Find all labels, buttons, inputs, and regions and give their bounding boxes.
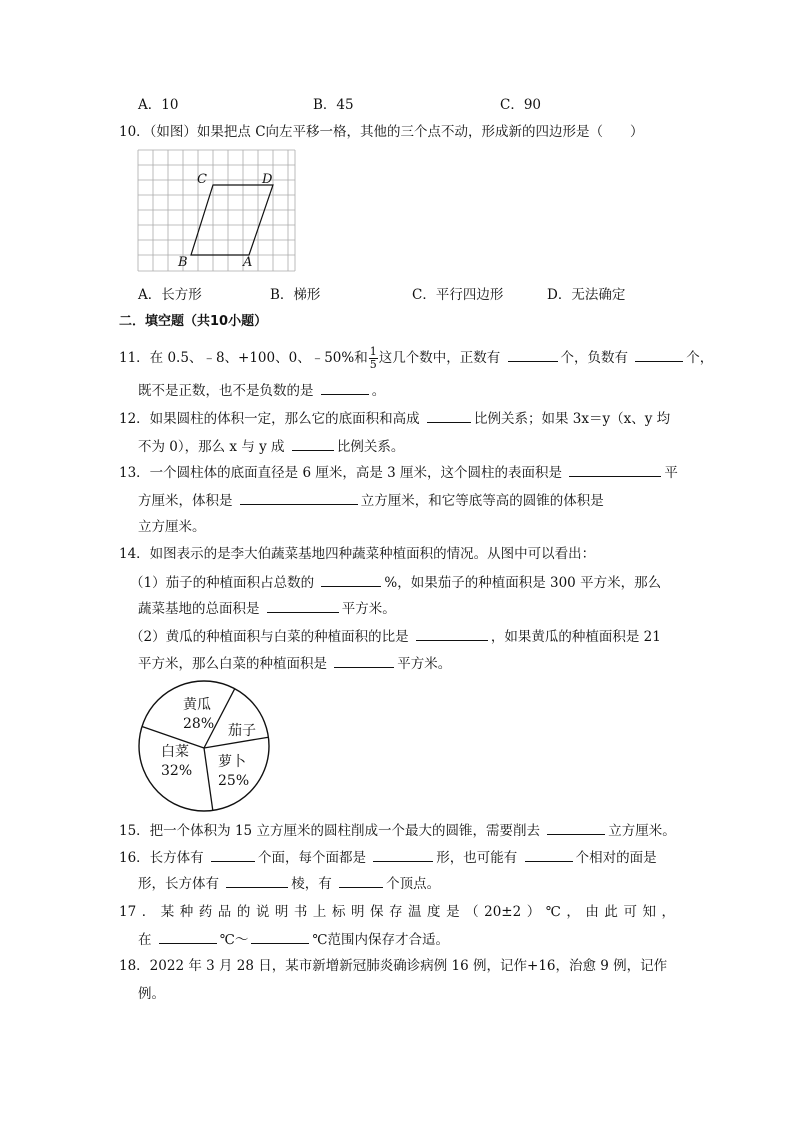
q13-line3: 立方厘米。 [138,519,206,535]
blank [547,820,605,835]
blank [334,653,394,668]
label-b: B [178,255,188,270]
blank [321,572,381,587]
blank [416,626,488,641]
q14-s2-line2: 平方米，那么白菜的种植面积是 平方米。 [138,653,451,674]
blank [211,847,255,862]
blank [525,847,573,862]
pie-chart [136,678,276,818]
q10-option-b: B．梯形 [270,287,321,303]
slice-pct-baicai: 32% [161,763,193,779]
blank [240,490,358,505]
grid-lines [138,150,295,271]
q16-line1: 16．长方体有 个面，每个面都是 形，也可能有 个相对的面是 [119,847,657,868]
section-title: 二．填空题（共10小题） [119,314,268,329]
blank [251,929,309,944]
slice-label-huanggua: 黄瓜 [183,697,211,713]
q10-grid-figure [137,149,299,275]
q18-line2: 例。 [138,986,165,1002]
q11-line1: 11．在 0.5、﹣8、+100、0、﹣50%和 $\frac{1}{5}$ 这几个数中，正数有 个，负数有 个， [119,345,714,371]
blank [427,408,471,423]
q14-s1-line2: 蔬菜基地的总面积是 平方米。 [138,598,396,619]
q18-line1: 18．2022 年 3 月 28 日，某市新增新冠肺炎确诊病例 16 例，记作+16，治愈 9 例，记作 [119,958,668,974]
blank [635,347,683,362]
q11-line2: 既不是正数，也不是负数的是 。 [138,380,385,401]
fraction: $\frac{1}{5}$ [369,345,377,371]
slice-label-baicai: 白菜 [161,744,189,760]
q10-option-d: D．无法确定 [547,287,626,303]
q16-line2: 形，长方体有 棱，有 个顶点。 [138,873,440,894]
slice-label-luobo: 萝卜 [218,754,246,770]
q13-line1: 13．一个圆柱体的底面直径是 6 厘米，高是 3 厘米，这个圆柱的表面积是 平 [119,462,678,483]
q17-line1: 17．某种药品的说明书上标明保存温度是（20±2）℃，由此可知， [119,904,675,920]
q10-stem: 10．（如图）如果把点 C向左平移一格，其他的三个点不动，形成新的四边形是（ ） [119,124,644,140]
q12-line2: 不为 0），那么 x 与 y 成 比例关系。 [138,436,404,457]
blank [373,847,433,862]
blank [159,929,217,944]
parallelogram [191,185,273,255]
blank [292,436,334,451]
q14-s1-line1: （1）茄子的种植面积占总数的 %，如果茄子的种植面积是 300 平方米，那么 [130,572,661,593]
q12-line1: 12．如果圆柱的体积一定，那么它的底面积和高成 比例关系；如果 3x＝y（x、y 均 [119,408,670,429]
q10-option-a: A．长方形 [138,287,202,303]
blank [508,347,558,362]
label-a: A [243,255,253,270]
q9-option-a: A．10 [138,97,179,113]
slice-pct-huanggua: 28% [183,716,215,732]
blank [226,873,288,888]
slice-label-qiezi: 茄子 [228,723,256,739]
q14-s2-line1: （2）黄瓜的种植面积与白菜的种植面积的比是 ，如果黄瓜的种植面积是 21 [130,626,661,647]
q17-line2: 在 ℃～ ℃范围内保存才合适。 [138,929,449,950]
blank [321,380,369,395]
label-d: D [262,172,273,187]
pie-slice-boundary-白菜 [204,748,213,810]
label-c: C [197,172,207,187]
blank [267,598,339,613]
q10-option-c: C．平行四边形 [412,287,504,303]
q14-stem: 14．如图表示的是李大伯蔬菜基地四种蔬菜种植面积的情况。从图中可以看出： [119,546,596,562]
q9-option-c: C．90 [500,97,542,113]
blank [339,873,383,888]
slice-pct-luobo: 25% [218,773,250,789]
q13-line2: 方厘米，体积是 立方厘米，和它等底等高的圆锥的体积是 [138,490,604,511]
q9-option-b: B．45 [313,97,354,113]
blank [569,462,661,477]
q15-line: 15．把一个体积为 15 立方厘米的圆柱削成一个最大的圆锥，需要削去 立方厘米。 [119,820,676,841]
